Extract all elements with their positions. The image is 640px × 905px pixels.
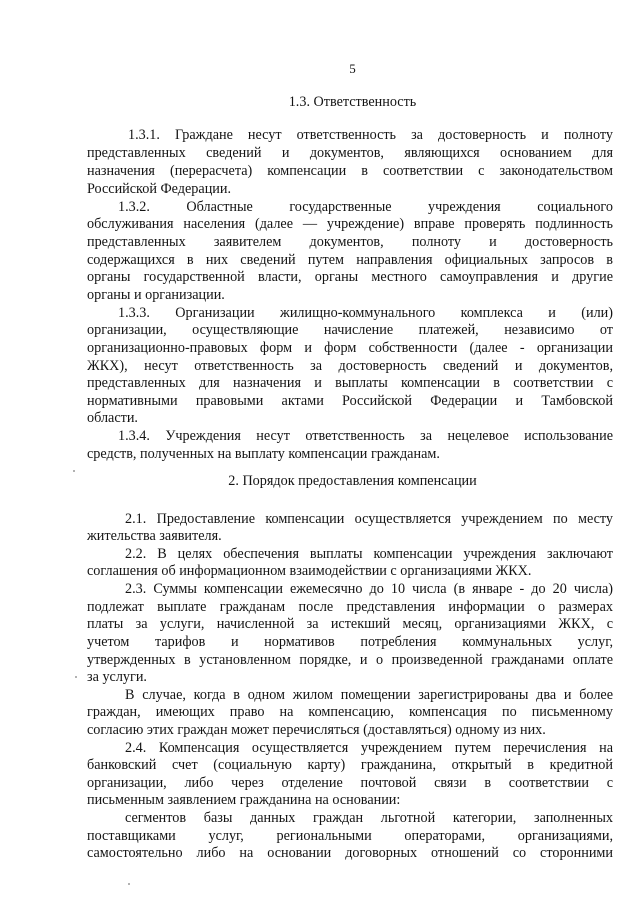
paragraph-line: за услуги. bbox=[87, 669, 147, 685]
scan-speck bbox=[73, 470, 75, 472]
paragraph-line: Российской Федерации. bbox=[87, 181, 232, 197]
paragraph-line: подлежат выплате гражданам после представления информации о размерах bbox=[87, 599, 613, 615]
paragraph-line: органы государственной власти, органы местного самоуправления и другие bbox=[87, 269, 613, 285]
paragraph-line: 1.3.1. Граждане несут ответственность за достоверность и полноту bbox=[128, 127, 613, 143]
paragraph-line: представленных сведений и документов, являющихся основанием для bbox=[87, 145, 613, 161]
paragraph-line: назначения (перерасчета) компенсации в соответствии с законодательством bbox=[87, 163, 613, 179]
paragraph-line: 2.4. Компенсация осуществляется учреждением путем перечисления на bbox=[125, 740, 613, 756]
paragraph-line: жительства заявителя. bbox=[87, 528, 222, 544]
paragraph-line: органы и организации. bbox=[87, 287, 225, 303]
paragraph-line: представленных заявителем документов, полноту и достоверность bbox=[87, 234, 613, 250]
paragraph-line: 1.3.2. Областные государственные учреждения социального bbox=[118, 199, 613, 215]
paragraph-line: ЖКХ), несут ответственность за достоверность сведений и документов, bbox=[87, 358, 613, 374]
paragraph-line: письменным заявлением гражданина на основании: bbox=[87, 792, 401, 808]
paragraph-line: 1.3.4. Учреждения несут ответственность за нецелевое использование bbox=[118, 428, 613, 444]
paragraph-line: 2.3. Суммы компенсации ежемесячно до 10 числа (в январе - до 20 числа) bbox=[125, 581, 613, 597]
scan-speck bbox=[75, 676, 77, 678]
page-number: 5 bbox=[349, 61, 356, 76]
paragraph-line: содержащихся в них сведений путем направления официальных запросов в bbox=[87, 252, 613, 268]
section-heading-responsibility: 1.3. Ответственность bbox=[288, 94, 417, 110]
paragraph-line: нормативными правовыми актами Российской Федерации и Тамбовской bbox=[87, 393, 613, 409]
paragraph-line: организации, либо через отделение почтовой связи в соответствии с bbox=[87, 775, 613, 791]
paragraph-line: утвержденных в установленном порядке, и о произведенной гражданами оплате bbox=[87, 652, 613, 668]
paragraph-line: организации, осуществляющие начисление платежей, независимо от bbox=[87, 322, 613, 338]
paragraph-line: 2.2. В целях обеспечения выплаты компенсации учреждения заключают bbox=[125, 546, 613, 562]
paragraph-line: поставщиками услуг, региональными операторами, организациями, bbox=[87, 828, 613, 844]
paragraph-line: сегментов базы данных граждан льготной категории, заполненных bbox=[125, 810, 613, 826]
paragraph-line: обслуживания населения (далее — учреждение) вправе проверять подлинность bbox=[87, 216, 613, 232]
paragraph-line: согласию этих граждан может перечисляться (доставляться) одному из них. bbox=[87, 722, 546, 738]
paragraph-line: учетом тарифов и нормативов потребления коммунальных услуг, bbox=[87, 634, 613, 650]
paragraph-line: организационно-правовых форм и форм собственности (далее - организации bbox=[87, 340, 613, 356]
paragraph-line: банковский счет (социальную карту) гражданина, открытый в кредитной bbox=[87, 757, 613, 773]
paragraph-line: представленных для назначения и выплаты компенсации в соответствии с bbox=[87, 375, 613, 391]
paragraph-line: соглашения об информационном взаимодействии с организациями ЖКХ. bbox=[87, 563, 532, 579]
paragraph-line: области. bbox=[87, 410, 138, 426]
paragraph-line: В случае, когда в одном жилом помещении зарегистрированы два и более bbox=[125, 687, 613, 703]
paragraph-line: 1.3.3. Организации жилищно-коммунального комплекса и (или) bbox=[118, 305, 613, 321]
scan-speck bbox=[128, 883, 130, 885]
paragraph-line: средств, полученных на выплату компенсации гражданам. bbox=[87, 446, 440, 462]
section-heading-procedure: 2. Порядок предоставления компенсации bbox=[228, 473, 477, 489]
paragraph-line: самостоятельно либо на основании договорных отношений со сторонними bbox=[87, 845, 613, 861]
paragraph-line: 2.1. Предоставление компенсации осуществляется учреждением по месту bbox=[125, 511, 613, 527]
paragraph-line: платы за услуги, начисленной за истекший месяц, организациями ЖКХ, с bbox=[87, 616, 613, 632]
paragraph-line: граждан, имеющих право на компенсацию, компенсация по письменному bbox=[87, 704, 613, 720]
